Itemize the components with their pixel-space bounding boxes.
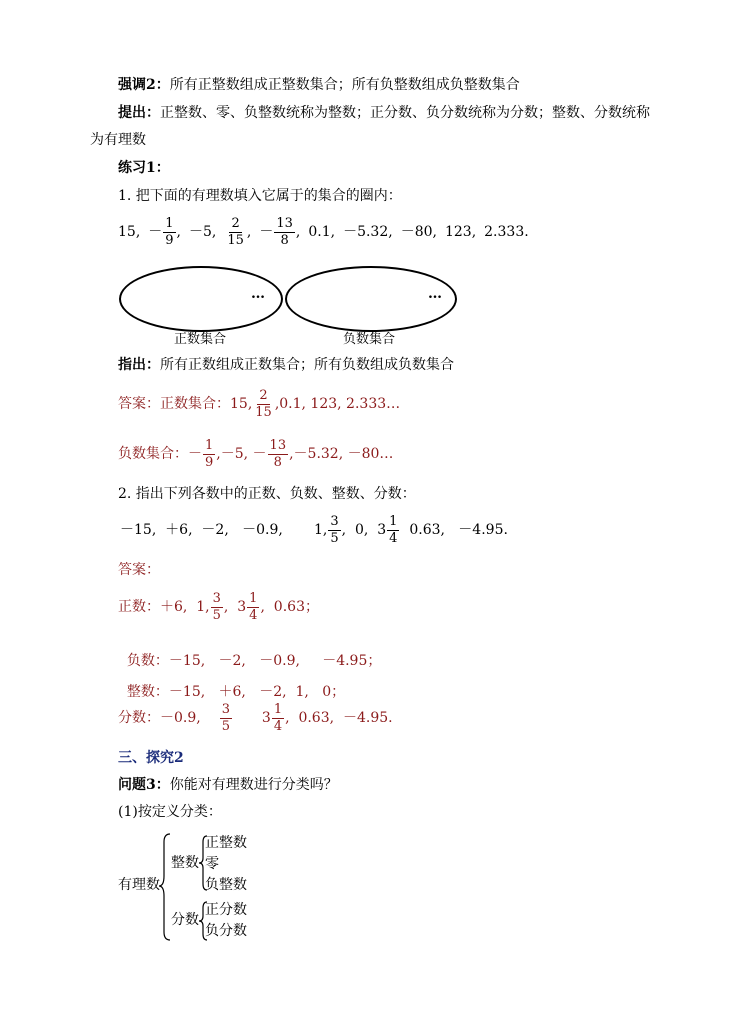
number: 2.333. <box>484 224 529 240</box>
number: －5, <box>189 224 217 240</box>
fraction: $\frac{1}{9}$ <box>165 215 174 248</box>
number: － $\frac{13}{8}$ , <box>259 215 301 248</box>
number: 123, <box>444 224 477 240</box>
negative-set-label: 负数集合 <box>343 332 396 347</box>
fraction: $\frac{3}{5}$ <box>212 590 221 623</box>
answer-2-integer: 整数：－15, ＋6, －2, 1, 0； <box>126 684 346 700</box>
fraction: $\frac{3}{5}$ <box>221 701 230 734</box>
tree-root-rational: 有理数 <box>118 877 160 893</box>
fraction: $\frac{13}{8}$ <box>269 437 287 470</box>
negative-set-answer-label: 负数集合： <box>118 446 188 462</box>
positive-label: 正数： <box>118 599 160 615</box>
question-3-line <box>118 778 338 792</box>
tree-node-integer: 整数 <box>171 855 199 871</box>
number: －80, <box>400 224 437 240</box>
question-1-text: 1. 把下面的有理数填入它属于的集合的圈内： <box>118 188 402 204</box>
ellipsis: … <box>428 286 443 302</box>
tree-node-fraction: 分数 <box>171 912 199 928</box>
note-text: 所有正数组成正数集合；所有负数组成负数集合 <box>160 357 454 373</box>
classification-definition: (1)按定义分类： <box>118 804 222 820</box>
section-3-title: 三、探究2 <box>118 750 184 766</box>
answer-1-positive: 答案：正数集合： 15, $\frac{2}{15}$ ,0.1, 123, 2.333… <box>118 387 401 420</box>
number: 15, <box>118 224 141 240</box>
point-text-1: 正整数、零、负整数统称为整数；正分数、负分数统称为分数；整数、分数统称 <box>160 105 650 121</box>
ellipsis: … <box>251 286 266 302</box>
emphasis-label: 强调2： <box>118 77 170 93</box>
point-line-2: 为有理数 <box>90 132 146 148</box>
fraction: $\frac{1}{9}$ <box>205 437 214 470</box>
number: － $\frac{1}{9}$ , <box>148 215 181 248</box>
fraction: $\frac{1}{4}$ <box>273 701 283 734</box>
question-2-numbers: －15, ＋6, －2, －0.9, 1, $\frac{3}{5}$ , 0, 3 $\frac{1}{4}$ 0.63, －4.95. <box>120 513 508 546</box>
answer-2-label: 答案： <box>118 562 160 578</box>
point-line-1 <box>118 106 650 120</box>
answer-2-positive: 正数： ＋6, 1, $\frac{3}{5}$ , 3 $\frac{1}{4}$ , 0.63； <box>118 590 319 623</box>
note-line <box>118 358 454 372</box>
fraction: $\frac{2}{15}$ <box>227 215 244 248</box>
point-label: 提出： <box>118 105 160 121</box>
fraction: $\frac{1}{4}$ <box>389 513 398 546</box>
tree-leaf-zero: 零 <box>205 856 219 872</box>
fraction: $\frac{13}{8}$ <box>276 215 293 248</box>
fraction-label: 分数： <box>118 710 160 726</box>
question-2-text: 2. 指出下列各数中的正数、负数、整数、分数： <box>118 486 416 502</box>
exercise-1-title: 练习1： <box>118 160 170 176</box>
positive-set-label: 正数集合 <box>174 332 227 347</box>
tree-brace-root <box>158 832 172 942</box>
question-1-numbers <box>118 212 529 252</box>
emphasis-text: 所有正整数组成正整数集合；所有负整数组成负整数集合 <box>169 77 520 93</box>
number: 0.1, <box>308 224 336 240</box>
number: －5.32, <box>343 224 393 240</box>
question-3-text: 你能对有理数进行分类吗？ <box>169 777 338 793</box>
fraction: $\frac{1}{4}$ <box>249 590 258 623</box>
tree-leaf-positive-integer: 正整数 <box>205 835 247 851</box>
answer-2-fraction: 分数： －0.9, $\frac{3}{5}$ 3 $\frac{1}{4}$ , 0.63, －4.95. <box>118 701 393 734</box>
answer-2-negative: 负数：－15, －2, －0.9, －4.95； <box>126 653 382 669</box>
negative-label: 负数： <box>126 653 169 669</box>
tree-leaf-negative-fraction: 负分数 <box>205 923 247 939</box>
tree-leaf-negative-integer: 负整数 <box>205 877 247 893</box>
number: $\frac{2}{15}$ , <box>227 215 252 248</box>
emphasis-2-line <box>118 78 520 92</box>
tree-leaf-positive-fraction: 正分数 <box>205 902 247 918</box>
fraction: $\frac{3}{5}$ <box>330 513 339 546</box>
note-label: 指出： <box>118 357 160 373</box>
answer-label: 答案：正数集合： <box>118 396 230 412</box>
question-3-label: 问题3： <box>118 777 170 793</box>
integer-label: 整数： <box>126 684 169 700</box>
fraction: $\frac{2}{15}$ <box>255 387 272 420</box>
answer-1-negative: 负数集合： － $\frac{1}{9}$ ,－5, － $\frac{13}{8}$ ,－5.32, －80… <box>118 437 394 470</box>
